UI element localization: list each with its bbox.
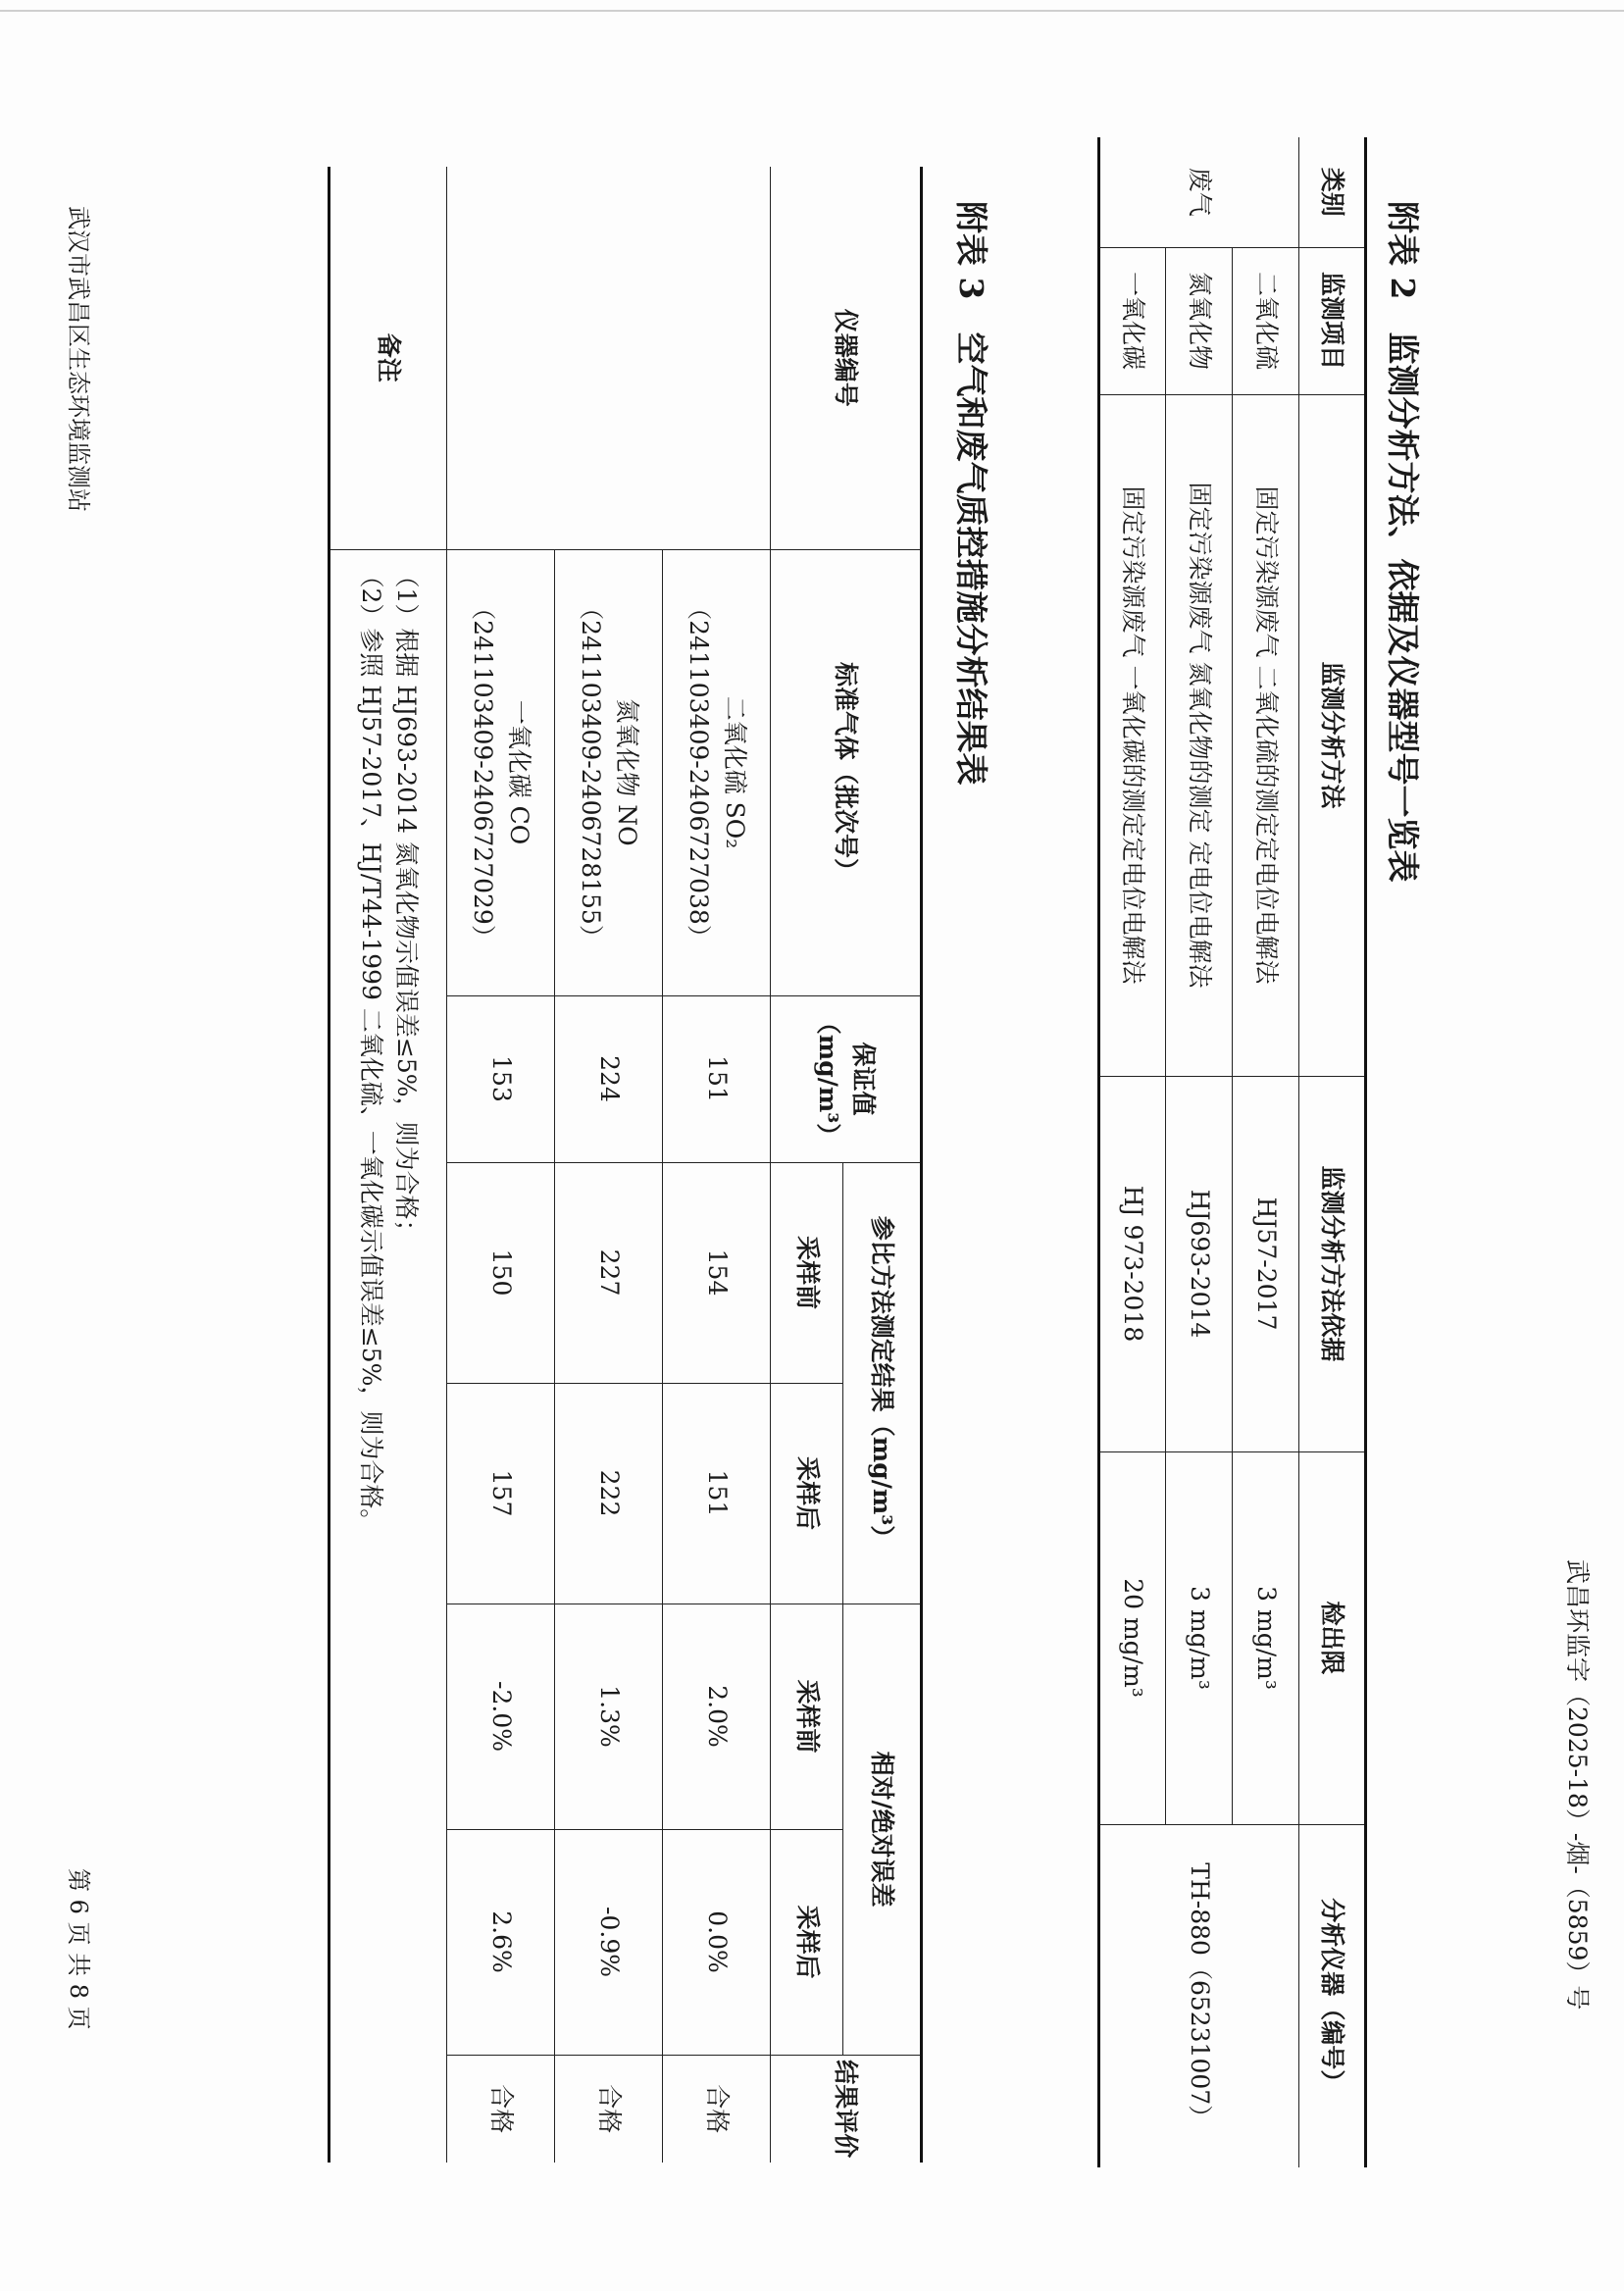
t2-col-item: 监测项目 <box>1299 247 1366 394</box>
t2-item: 氮氧化物 <box>1166 247 1233 394</box>
t3-evaluation: 合格 <box>555 2055 663 2163</box>
t3-gas-batch: （241103409-240672815​5） <box>577 595 606 949</box>
document-number: 武昌环监字（2025-18）-烟-（5859）号 <box>1563 1559 1592 2011</box>
t2-item: 一氧化碳 <box>1099 247 1166 394</box>
t2-limit: 3 mg/m³ <box>1166 1451 1233 1824</box>
t2-limit: 20 mg/m³ <box>1099 1451 1166 1824</box>
t2-method: 固定污染源废气 二氧化硫的测定定电位电解法 <box>1233 394 1299 1076</box>
t3-guarantee: 224 <box>555 995 663 1162</box>
t3-err-after: 2.6% <box>447 1829 555 2055</box>
t3-gas-name: 一氧化碳 CO <box>504 699 533 845</box>
t3-ref-after: 222 <box>555 1383 663 1604</box>
table3-title: 附表 3 空气和废气质控措施分析结果表 <box>952 201 990 786</box>
t2-col-limit: 检出限 <box>1299 1451 1366 1824</box>
t3-ref-before: 150 <box>447 1162 555 1383</box>
footer-page-number: 第 6 页 共 8 页 <box>65 1868 92 2030</box>
t3-remark-2: （2）参照 HJ57-2017、HJ/T44-1999 二氧化硫、一氧化碳示值误差≤5%，则为合格。 <box>357 563 385 1534</box>
footer-org: 武汉市武昌区生态环境监测站 <box>65 206 92 512</box>
table3 <box>328 167 923 2163</box>
table2 <box>1097 137 1367 2167</box>
t3-err-before: 1.3% <box>555 1604 663 1829</box>
t2-col-instrument: 分析仪器（编号） <box>1299 1824 1366 2167</box>
t3-std-gas <box>663 549 771 995</box>
t3-ref-after: 151 <box>663 1383 771 1604</box>
t3-col-err-after: 采样后 <box>771 1829 843 2055</box>
table2-title: 附表 2 监测分析方法、依据及仪器型号一览表 <box>1384 201 1422 883</box>
t3-ref-before: 154 <box>663 1162 771 1383</box>
t3-err-after: 0.0% <box>663 1829 771 2055</box>
t3-col-evaluation: 结果评价 <box>771 2055 922 2163</box>
t3-remarks <box>330 549 447 2163</box>
t2-basis: HJ 973-2018 <box>1099 1076 1166 1451</box>
t3-err-before: -2.0% <box>447 1604 555 1829</box>
t3-col-ref-before: 采样前 <box>771 1162 843 1383</box>
t2-basis: HJ693-2014 <box>1166 1076 1233 1451</box>
t3-col-comparison: 参比方法测定结果（mg/m³） <box>843 1162 922 1604</box>
t2-col-basis: 监测分析方法依据 <box>1299 1076 1366 1451</box>
t3-col-std-gas: 标准气体（批次号） <box>771 549 922 995</box>
t3-gas-batch: （241103409-240672703​8） <box>685 595 714 949</box>
t3-col-instrument-no: 仪器编号 <box>771 167 922 549</box>
t3-col-error: 相对/绝对误差 <box>843 1604 922 2055</box>
t3-ref-after: 157 <box>447 1383 555 1604</box>
t3-guarantee: 151 <box>663 995 771 1162</box>
t3-gas-batch: （241103409-240672702​9） <box>469 595 498 949</box>
t3-remark-1: （1）根据 HJ693-2014 氮氧化物示值误差≤5%，则为合格； <box>392 563 422 1245</box>
t3-err-after: -0.9% <box>555 1829 663 2055</box>
t3-col-err-before: 采样前 <box>771 1604 843 1829</box>
t3-instrument-no <box>447 167 771 549</box>
t3-col-guarantee: 保证值（mg/m³） <box>771 995 922 1162</box>
t2-limit: 3 mg/m³ <box>1233 1451 1299 1824</box>
t2-item: 二氧化硫 <box>1233 247 1299 394</box>
t3-std-gas <box>447 549 555 995</box>
t3-evaluation: 合格 <box>447 2055 555 2163</box>
t3-remark-label: 备注 <box>330 167 447 549</box>
t2-category: 废气 <box>1099 137 1299 247</box>
t3-err-before: 2.0% <box>663 1604 771 1829</box>
t2-instrument: TH-880（65231007） <box>1099 1824 1299 2167</box>
t2-basis: HJ57-2017 <box>1233 1076 1299 1451</box>
t2-col-method: 监测分析方法 <box>1299 394 1366 1076</box>
t3-evaluation: 合格 <box>663 2055 771 2163</box>
t3-gas-name: 氮氧化物 NO <box>612 698 641 846</box>
t2-method: 固定污染源废气 一氧化碳的测定定电位电解法 <box>1099 394 1166 1076</box>
t3-col-ref-after: 采样后 <box>771 1383 843 1604</box>
t2-method: 固定污染源废气 氮氧化物的测定 定电位电解法 <box>1166 394 1233 1076</box>
t3-std-gas <box>555 549 663 995</box>
t2-col-category: 类别 <box>1299 137 1366 247</box>
t3-ref-before: 227 <box>555 1162 663 1383</box>
t3-gas-name: 二氧化硫 SO₂ <box>720 695 749 849</box>
t3-guarantee: 153 <box>447 995 555 1162</box>
